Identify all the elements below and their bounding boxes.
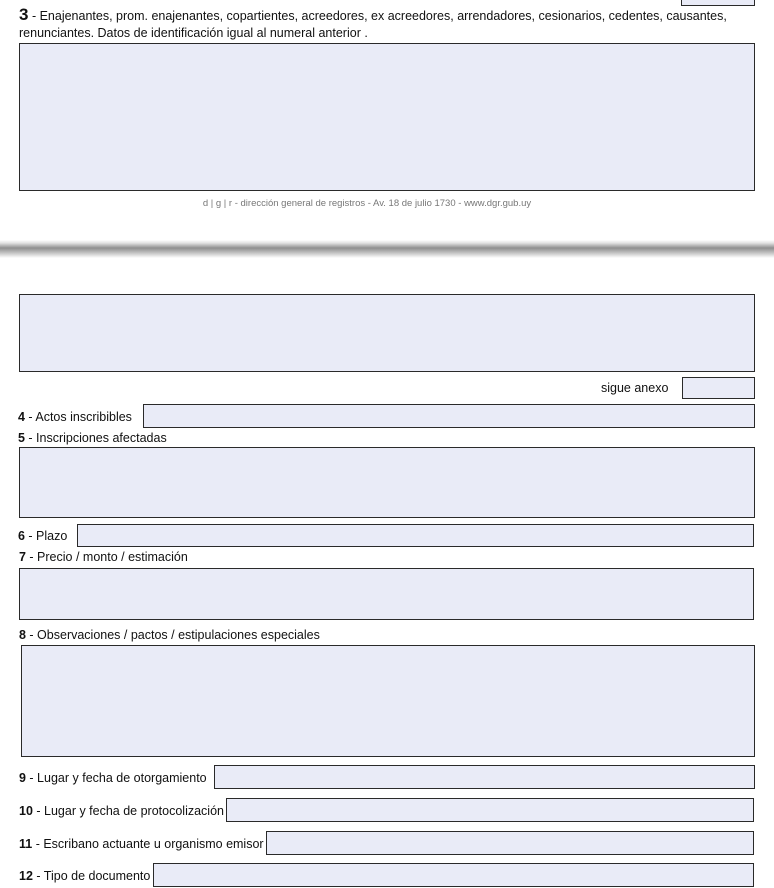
field-5-label: 5 - Inscripciones afectadas	[18, 431, 167, 445]
plazo-field[interactable]	[77, 524, 754, 547]
page-footer: d | g | r - dirección general de registros - Av. 18 de julio 1730 - www.dgr.gub.uy	[202, 198, 532, 209]
field-6-label: 6 - Plazo	[18, 529, 68, 543]
field-9-label: 9 - Lugar y fecha de otorgamiento	[19, 771, 207, 785]
tipo-documento-field[interactable]	[153, 863, 754, 887]
section-3-continuation-textarea[interactable]	[19, 294, 755, 372]
section-3-heading	[19, 6, 759, 42]
section-3-text: - Enajenantes, prom. enajenantes, copartientes, acreedores, ex acreedores, arrendadores, cesionarios, cedentes, causantes, renunciantes. Datos de identificación igual al numeral anterior .	[19, 9, 727, 40]
field-12-label: 12 - Tipo de documento	[19, 869, 151, 883]
field-7-label: 7 - Precio / monto / estimación	[19, 550, 188, 564]
sigue-anexo-label: sigue anexo	[601, 381, 669, 395]
precio-monto-field[interactable]	[19, 568, 754, 620]
inscripciones-afectadas-field[interactable]	[19, 447, 755, 518]
lugar-fecha-otorgamiento-field[interactable]	[214, 765, 755, 789]
section-3-textarea[interactable]	[19, 43, 755, 191]
lugar-fecha-protocolizacion-field[interactable]	[226, 798, 754, 822]
sigue-anexo-field[interactable]	[682, 377, 755, 399]
page-separator	[0, 240, 774, 258]
field-4-label: 4 - Actos inscribibles	[18, 410, 132, 424]
actos-inscribibles-field[interactable]	[143, 404, 755, 428]
observaciones-field[interactable]	[21, 645, 755, 757]
field-11-label: 11 - Escribano actuante u organismo emisor	[19, 837, 264, 851]
section-3-number: 3	[19, 5, 29, 24]
escribano-actuante-field[interactable]	[266, 831, 754, 855]
field-8-label: 8 - Observaciones / pactos / estipulaciones especiales	[19, 628, 320, 642]
field-10-label: 10 - Lugar y fecha de protocolización	[19, 804, 224, 818]
